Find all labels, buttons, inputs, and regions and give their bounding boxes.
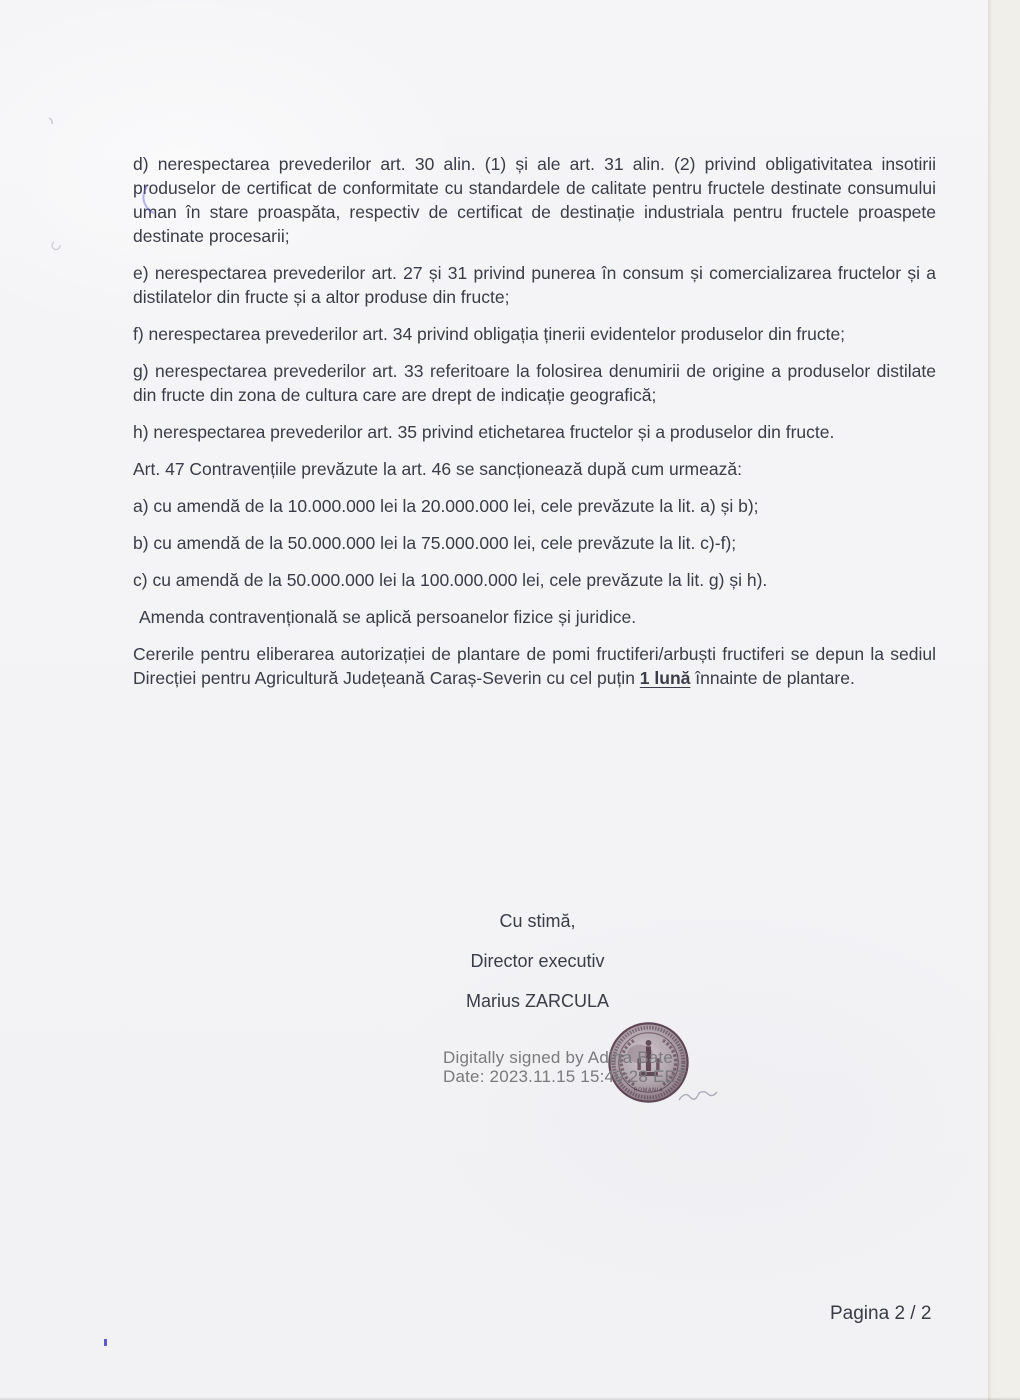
closing-block xyxy=(420,901,655,1021)
amenda-note: Amenda contravențională se aplică persoanelor fizice și juridice. xyxy=(139,607,637,627)
digital-signature-text xyxy=(443,1048,773,1086)
page-number: Pagina 2 / 2 xyxy=(830,1303,932,1324)
paper-right-edge xyxy=(988,0,1020,1400)
document-body xyxy=(133,152,936,703)
digital-signature-line2: Date: 2023.11.15 15:49:28 EET xyxy=(443,1067,687,1086)
cereri-text-before: Cererile pentru eliberarea autorizației de plantare de pomi fructiferi/arbuști fructiferi se depun la sediul Direcției pentru Agricultură Județeană Caraș-Severin cu cel puțin xyxy=(133,644,936,688)
paragraph-h: h) nerespectarea prevederilor art. 35 privind etichetarea fructelor și a produselor din fructe. xyxy=(133,422,835,442)
paragraph-f: f) nerespectarea prevederilor art. 34 privind obligația ținerii evidentelor produselor din fructe; xyxy=(133,324,846,344)
cereri-paragraph xyxy=(133,642,936,690)
fine-item-c: c) cu amendă de la 50.000.000 lei la 100.000.000 lei, cele prevăzute la lit. g) și h). xyxy=(133,570,768,590)
article-47-heading: Art. 47 Contravențiile prevăzute la art. 46 se sancționează după cum urmează: xyxy=(133,459,742,479)
stamp-country-text: ROMANIA xyxy=(633,1087,664,1094)
handwritten-initial-mark xyxy=(676,1086,720,1106)
closing-salutation: Cu stimă, xyxy=(499,911,576,931)
cereri-text-after: înnainte de plantare. xyxy=(690,668,855,688)
digital-signature-line1: Digitally signed by Adina Bate xyxy=(443,1048,673,1067)
fine-item-b: b) cu amendă de la 50.000.000 lei la 75.000.000 lei, cele prevăzute la lit. c)-f); xyxy=(133,533,737,553)
paper-speck-1 xyxy=(49,118,52,124)
paragraph-e: e) nerespectarea prevederilor art. 27 și 31 privind punerea în consum și comercializarea fructelor și a distilatelor din fructe și a altor produse din fructe; xyxy=(133,263,936,307)
stamp-emblem-top xyxy=(646,1040,652,1046)
blue-ink-dot xyxy=(104,1339,107,1346)
cereri-underlined-term: 1 lună xyxy=(639,668,691,688)
paper-speck-2 xyxy=(52,242,60,249)
signer-title: Director executiv xyxy=(470,951,605,971)
fine-item-a: a) cu amendă de la 10.000.000 lei la 20.000.000 lei, cele prevăzute la lit. a) și b); xyxy=(133,496,759,516)
signer-name: Marius ZARCULA xyxy=(465,991,610,1011)
paragraph-g: g) nerespectarea prevederilor art. 33 referitoare la folosirea denumirii de origine a produselor distilate din fructe din zona de cultura care are drept de indicație geografică; xyxy=(133,361,936,405)
paragraph-d: d) nerespectarea prevederilor art. 30 alin. (1) și ale art. 31 alin. (2) privind obligativitatea insotirii produselor de certificat de conformitate cu standardele de calitate pentru fructele destinate consumului uman în stare proaspăta, respectiv de certificat de destinație industriala pentru fructele proaspete destinate procesarii; xyxy=(133,154,936,246)
